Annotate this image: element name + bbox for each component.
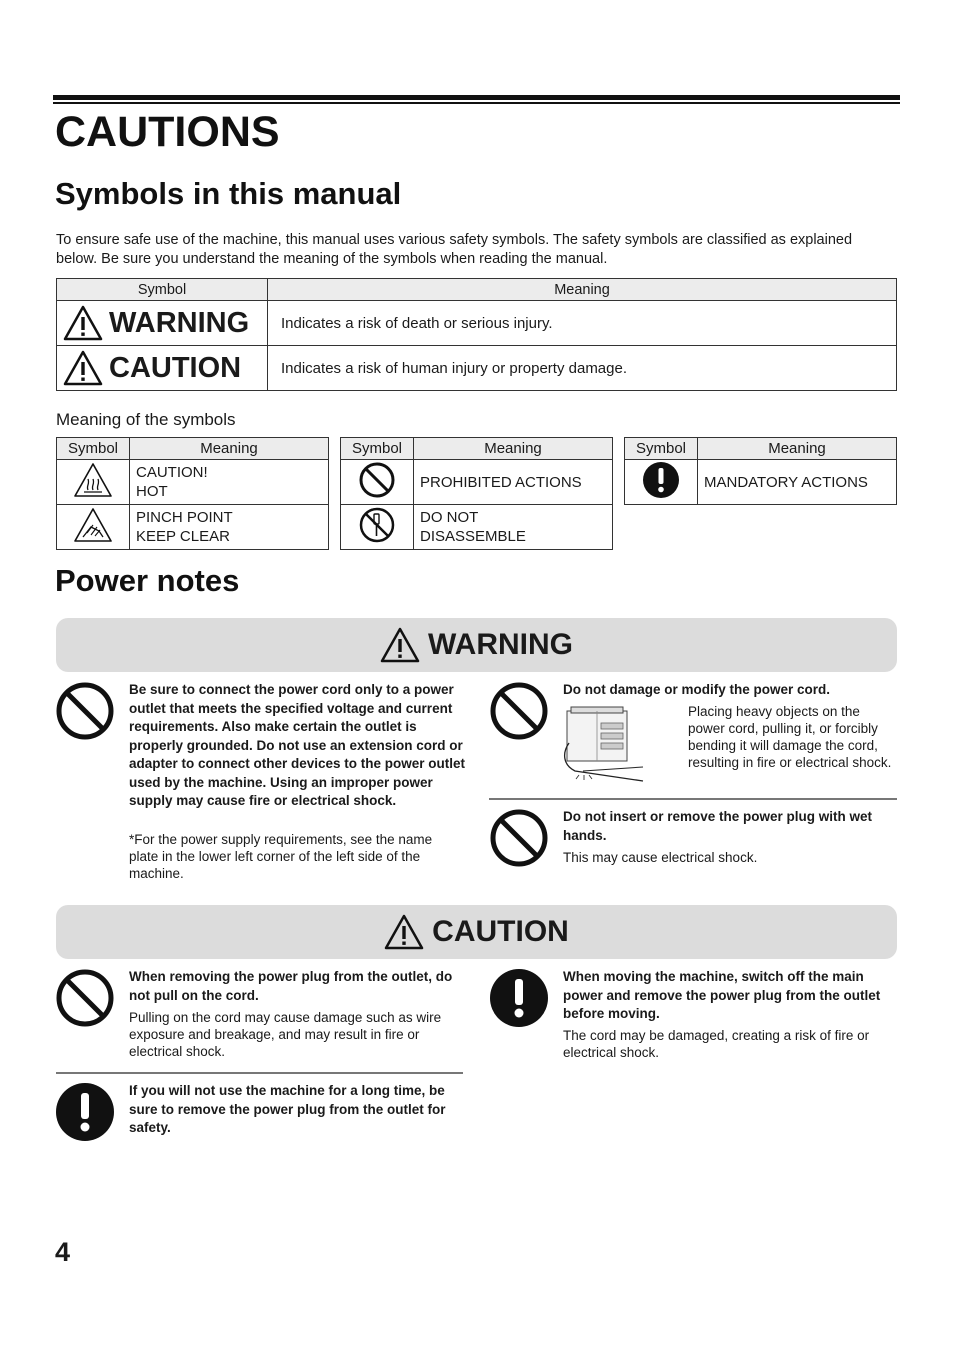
warning-3-text: This may cause electrical shock.	[563, 850, 758, 865]
warning-3-title: Do not insert or remove the power plug with wet hands.	[563, 809, 873, 843]
section-divider	[56, 1072, 463, 1074]
mandatory-icon	[642, 461, 680, 499]
power-notes-heading: Power notes	[55, 563, 240, 598]
pinch-line2: KEEP CLEAR	[136, 528, 230, 545]
table-header-meaning: Meaning	[130, 438, 329, 460]
hot-line1: CAUTION!	[136, 464, 208, 481]
prohibited-icon	[55, 681, 115, 741]
table-header-symbol: Symbol	[341, 438, 414, 460]
prohibited-icon	[55, 968, 115, 1028]
caution-2-title: When moving the machine, switch off the main power and remove the power plug from the outlet before moving.	[563, 969, 881, 1021]
table-row	[57, 301, 897, 346]
pinch-line1: PINCH POINT	[136, 509, 233, 526]
pinch-point-icon	[73, 507, 113, 543]
caution-1-text: Pulling on the cord may cause damage such as wire exposure and breakage, and may result in fire or electrical shock.	[129, 1010, 442, 1059]
table-header-symbol: Symbol	[57, 438, 130, 460]
table-header-symbol: Symbol	[57, 279, 268, 301]
hot-line2: HOT	[136, 483, 168, 500]
warning-banner-label: WARNING	[428, 628, 573, 661]
table-header-meaning: Meaning	[414, 438, 613, 460]
caution-2-text: The cord may be damaged, creating a risk of fire or electrical shock.	[563, 1028, 870, 1060]
table-header-meaning: Meaning	[268, 279, 897, 301]
symbols-table-2	[340, 437, 613, 550]
symbols-table-1	[56, 437, 329, 550]
caution-triangle-icon	[384, 914, 424, 950]
machine-cord-illustration-icon	[557, 703, 647, 783]
table-row	[625, 460, 897, 505]
section-divider	[489, 798, 897, 800]
caution-label: CAUTION	[109, 351, 242, 384]
prohibited-icon	[489, 681, 549, 741]
top-rule-thin	[53, 102, 900, 104]
caution-triangle-icon	[63, 350, 103, 386]
table-row	[341, 460, 613, 505]
symbol-classification-table	[56, 278, 897, 391]
mandatory-text: MANDATORY ACTIONS	[698, 460, 897, 505]
caution-1-title: When removing the power plug from the outlet, do not pull on the cord.	[129, 969, 453, 1003]
disassemble-line2: DISASSEMBLE	[420, 528, 526, 545]
intro-paragraph: To ensure safe use of the machine, this manual uses various safety symbols. The safety symbols are classified as explained below. Be sure you understand the meaning of the symbols when reading the manual.	[56, 232, 853, 267]
table-header-meaning: Meaning	[698, 438, 897, 460]
meaning-of-symbols-label: Meaning of the symbols	[56, 410, 236, 429]
caution-banner	[56, 905, 897, 959]
disassemble-line1: DO NOT	[420, 509, 479, 526]
warning-1-text: Be sure to connect the power cord only to a power outlet that meets the specified voltage and current requirements. Also make certain the outlet is properly grounded. Do not use an extension cord or adapter to connect other devices to the power outlet used by the machine. Using an improper power supply may cause fire or electrical shock.	[129, 682, 466, 808]
hot-surface-icon	[73, 462, 113, 498]
warning-banner	[56, 618, 897, 672]
prohibited-icon	[358, 461, 396, 499]
table-row	[57, 346, 897, 391]
symbols-heading: Symbols in this manual	[55, 176, 402, 211]
warning-label: WARNING	[109, 306, 250, 339]
mandatory-icon	[489, 968, 549, 1028]
page-title: CAUTIONS	[55, 108, 280, 156]
warning-2-text: Placing heavy objects on the power cord, pulling it, or forcibly bending it will damage the cord, resulting in fire or electrical shock.	[688, 704, 892, 770]
caution-banner-label: CAUTION	[432, 915, 569, 948]
table-row	[341, 505, 613, 550]
prohibited-icon	[489, 808, 549, 868]
warning-triangle-icon	[380, 627, 420, 663]
top-rule-thick	[53, 95, 900, 100]
caution-meaning: Indicates a risk of human injury or property damage.	[268, 346, 897, 391]
page-number: 4	[55, 1237, 71, 1267]
warning-meaning: Indicates a risk of death or serious injury.	[268, 301, 897, 346]
table-header-symbol: Symbol	[625, 438, 698, 460]
table-row	[57, 505, 329, 550]
warning-1-note: *For the power supply requirements, see the name plate in the lower left corner of the left side of the machine.	[129, 832, 433, 881]
caution-3-title: If you will not use the machine for a long time, be sure to remove the power plug from the outlet for safety.	[129, 1083, 446, 1135]
warning-triangle-icon	[63, 305, 103, 341]
prohibited-text: PROHIBITED ACTIONS	[414, 460, 613, 505]
warning-2-title: Do not damage or modify the power cord.	[563, 682, 831, 697]
no-disassemble-icon	[358, 506, 396, 544]
symbols-table-3	[624, 437, 897, 505]
table-row	[57, 460, 329, 505]
mandatory-icon	[55, 1082, 115, 1142]
